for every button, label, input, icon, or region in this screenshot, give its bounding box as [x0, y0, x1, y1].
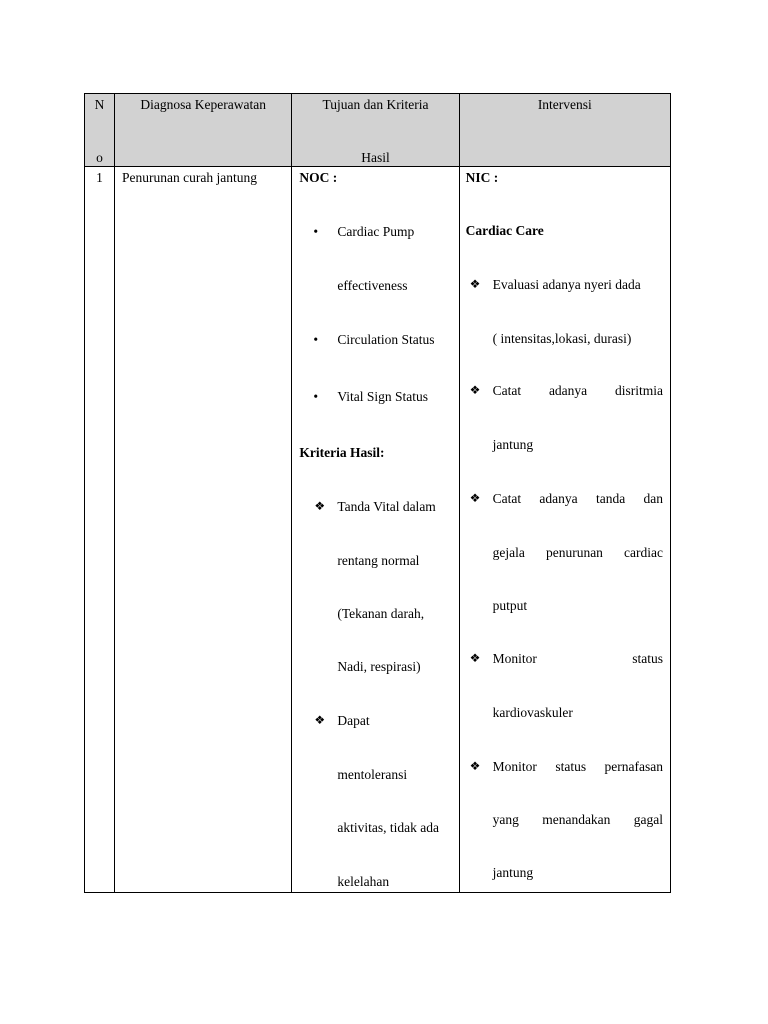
nic-label: NIC :: [465, 170, 499, 185]
header-goal: Tujuan dan Kriteria Hasil: [292, 94, 459, 167]
criteria-2-line: aktivitas, tidak ada: [337, 820, 439, 835]
noc-label: NOC :: [299, 170, 338, 185]
nic-item-5-line1: Monitor status pernafasan: [492, 759, 663, 774]
diamond-bullet-icon: ❖: [469, 491, 481, 505]
nic-item-3-line3: putput: [492, 598, 528, 613]
table-header-row: [85, 94, 671, 167]
diamond-bullet-icon: ❖: [469, 651, 481, 665]
diamond-bullet-icon: ❖: [469, 759, 481, 773]
nic-item-1-line1: Evaluasi adanya nyeri dada: [492, 277, 641, 292]
nic-cell: [459, 167, 670, 893]
diamond-bullet-icon: ❖: [469, 277, 481, 291]
diamond-bullet-icon: ❖: [314, 713, 326, 727]
nic-item-5-line2: yang menandakan gagal: [492, 812, 663, 827]
header-diagnosis: Diagnosa Keperawatan: [115, 94, 292, 167]
criteria-1-line: Tanda Vital dalam: [337, 499, 436, 514]
nic-item-1-line2: ( intensitas,lokasi, durasi): [492, 331, 632, 346]
nursing-care-table: [84, 93, 671, 893]
nic-item-5-line3: jantung: [492, 865, 534, 880]
criteria-2-line: kelelahan: [337, 874, 390, 889]
nic-item-2-line1: Catat adanya disritmia: [492, 383, 663, 398]
nic-item-2-line2: jantung: [492, 437, 534, 452]
dot-bullet-icon: •: [313, 224, 319, 239]
dot-bullet-icon: •: [313, 389, 319, 404]
nic-item-4-line1: Monitor status: [492, 651, 663, 666]
criteria-1-line: Nadi, respirasi): [337, 659, 421, 674]
header-no: N o: [85, 94, 115, 167]
header-intervention: Intervensi: [459, 94, 670, 167]
nic-section-title: Cardiac Care: [465, 223, 544, 238]
diamond-bullet-icon: ❖: [314, 499, 326, 513]
criteria-2-line: Dapat: [337, 713, 370, 728]
criteria-1-line: rentang normal: [337, 553, 420, 568]
nic-item-3-line2: gejala penurunan cardiac: [492, 545, 663, 560]
diagnosis-cell: Penurunan curah jantung: [115, 167, 292, 893]
nic-item-3-line1: Catat adanya tanda dan: [492, 491, 663, 506]
table-row: [85, 167, 671, 893]
noc-item-2: Circulation Status: [337, 332, 435, 347]
diamond-bullet-icon: ❖: [469, 383, 481, 397]
dot-bullet-icon: •: [313, 332, 319, 347]
criteria-1-line: (Tekanan darah,: [337, 606, 425, 621]
noc-item-1-line1: Cardiac Pump: [337, 224, 415, 239]
criteria-label: Kriteria Hasil:: [299, 445, 385, 460]
criteria-2-line: mentoleransi: [337, 767, 408, 782]
noc-item-3: Vital Sign Status: [337, 389, 429, 404]
nic-item-4-line2: kardiovaskuler: [492, 705, 573, 720]
noc-cell: [292, 167, 459, 893]
noc-item-1-line2: effectiveness: [337, 278, 408, 293]
row-number: 1: [85, 167, 115, 893]
